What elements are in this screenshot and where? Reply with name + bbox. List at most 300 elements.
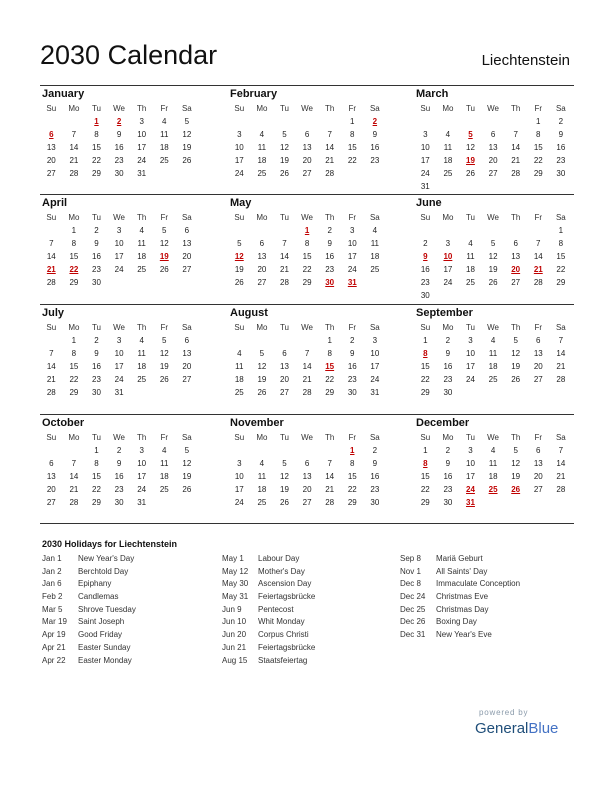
day-cell: 27 — [302, 498, 312, 507]
holiday-row — [42, 553, 222, 566]
day-cell: 26 — [511, 375, 521, 384]
holiday-row — [222, 578, 402, 591]
holiday-day-cell: 24 — [466, 485, 475, 494]
weekday-header: Mo — [68, 323, 80, 332]
day-cell: 24 — [420, 169, 430, 178]
empty-cell — [228, 334, 251, 347]
holiday-date: Sep 8 — [400, 554, 421, 563]
day-cell: 2 — [94, 336, 99, 345]
weekday-header: Th — [137, 323, 147, 332]
divider-line — [40, 85, 574, 86]
day-cell: 6 — [282, 349, 287, 358]
holiday-day-cell: 5 — [468, 130, 473, 139]
weekday-header: Fr — [348, 323, 357, 332]
holiday-date: Jan 1 — [42, 554, 62, 563]
day-cell: 25 — [443, 169, 453, 178]
day-cell: 30 — [443, 388, 453, 397]
day-cell: 11 — [257, 143, 267, 152]
day-cell: 6 — [184, 336, 190, 345]
holiday-row — [222, 553, 402, 566]
day-cell: 4 — [490, 446, 496, 455]
weekday-header: Su — [234, 104, 245, 113]
day-cell: 18 — [466, 265, 475, 274]
weekday-header: Th — [325, 323, 335, 332]
day-cell: 29 — [420, 388, 430, 397]
weekday-header: Fr — [534, 323, 543, 332]
day-cell: 13 — [182, 239, 192, 248]
holiday-date: Jan 6 — [42, 579, 62, 589]
empty-cell — [273, 444, 296, 457]
day-cell: 3 — [468, 446, 473, 455]
day-cell: 5 — [282, 130, 287, 139]
month-name: April — [42, 197, 68, 209]
empty-cell — [273, 334, 296, 347]
weekday-header: Su — [234, 433, 245, 442]
day-cell: 16 — [92, 252, 101, 261]
brand-blue: Blue — [528, 720, 559, 737]
holiday-name: New Year's Day — [78, 554, 135, 563]
day-cell: 3 — [237, 459, 242, 468]
holiday-day-cell: 12 — [234, 252, 244, 261]
month-name: July — [42, 307, 65, 319]
weekday-header: Th — [511, 104, 521, 113]
day-cell: 16 — [325, 252, 335, 261]
day-cell: 17 — [466, 472, 475, 481]
empty-cell — [527, 224, 550, 237]
month-name: November — [230, 417, 284, 429]
holiday-day-cell: 6 — [49, 130, 54, 139]
empty-cell — [437, 115, 460, 128]
day-cell: 30 — [443, 498, 453, 507]
weekday-header: Tu — [465, 213, 475, 222]
day-cell: 4 — [237, 349, 242, 358]
day-cell: 8 — [350, 459, 355, 468]
day-cell: 27 — [488, 169, 498, 178]
holiday-name: Boxing Day — [436, 617, 477, 627]
day-cell: 21 — [69, 485, 79, 494]
day-cell: 21 — [46, 375, 56, 384]
day-cell: 26 — [257, 388, 267, 397]
empty-cell — [63, 115, 86, 128]
day-cell: 5 — [513, 336, 518, 345]
weekday-header: Sa — [181, 433, 192, 442]
day-cell: 6 — [49, 459, 54, 468]
day-cell: 29 — [420, 498, 430, 507]
day-cell: 28 — [556, 375, 566, 384]
weekday-header: Fr — [160, 104, 169, 113]
holiday-day-cell: 21 — [46, 265, 56, 274]
holiday-date: May 1 — [222, 554, 244, 563]
day-cell: 23 — [443, 375, 453, 384]
day-cell: 28 — [533, 278, 543, 287]
divider-line — [40, 304, 574, 305]
weekday-header: We — [487, 433, 499, 442]
day-cell: 11 — [137, 349, 146, 358]
weekday-header: Tu — [279, 213, 289, 222]
day-cell: 1 — [558, 226, 564, 235]
day-cell: 5 — [513, 446, 518, 455]
day-cell: 13 — [257, 252, 267, 261]
month-name: January — [42, 88, 85, 100]
day-cell: 29 — [325, 388, 335, 397]
weekday-header: Mo — [442, 104, 454, 113]
weekday-header: Sa — [181, 213, 192, 222]
holiday-date: May 31 — [222, 592, 249, 602]
day-cell: 2 — [445, 336, 451, 345]
day-cell: 24 — [137, 485, 147, 494]
day-cell: 1 — [94, 446, 99, 455]
day-cell: 9 — [350, 349, 355, 358]
day-cell: 6 — [304, 130, 310, 139]
day-cell: 11 — [160, 130, 169, 139]
day-cell: 6 — [513, 239, 518, 248]
weekday-header: Sa — [181, 323, 192, 332]
holiday-day-cell: 25 — [488, 485, 498, 494]
day-cell: 10 — [234, 143, 244, 152]
day-cell: 3 — [350, 226, 355, 235]
day-cell: 18 — [137, 362, 147, 371]
day-cell: 21 — [325, 485, 335, 494]
day-cell: 27 — [511, 278, 521, 287]
day-cell: 20 — [488, 156, 498, 165]
day-cell: 25 — [257, 169, 267, 178]
day-cell: 3 — [139, 446, 144, 455]
day-cell: 3 — [237, 130, 242, 139]
day-cell: 15 — [347, 472, 357, 481]
day-cell: 17 — [370, 362, 380, 371]
day-cell: 31 — [137, 169, 147, 178]
weekday-header: Mo — [256, 104, 268, 113]
day-cell: 7 — [49, 349, 54, 358]
day-cell: 25 — [234, 388, 244, 397]
day-cell: 11 — [466, 252, 475, 261]
day-cell: 12 — [257, 362, 267, 371]
empty-cell — [318, 115, 341, 128]
day-cell: 10 — [114, 239, 124, 248]
holiday-row — [400, 604, 580, 617]
day-cell: 3 — [139, 117, 144, 126]
holiday-row — [400, 578, 580, 591]
empty-cell — [482, 224, 505, 237]
day-cell: 28 — [69, 169, 79, 178]
day-cell: 1 — [423, 446, 428, 455]
day-cell: 23 — [325, 265, 335, 274]
day-cell: 11 — [160, 459, 169, 468]
holiday-day-cell: 19 — [159, 252, 169, 261]
day-cell: 6 — [184, 226, 190, 235]
day-cell: 18 — [257, 485, 267, 494]
weekday-header: Sa — [369, 104, 380, 113]
day-cell: 22 — [347, 156, 357, 165]
day-cell: 19 — [511, 472, 521, 481]
empty-cell — [318, 444, 341, 457]
day-cell: 4 — [139, 226, 144, 235]
day-cell: 5 — [184, 446, 190, 455]
holiday-date: Jun 9 — [222, 604, 242, 614]
empty-cell — [273, 224, 296, 237]
day-cell: 20 — [182, 362, 192, 371]
holiday-row — [400, 629, 580, 642]
day-cell: 3 — [468, 336, 473, 345]
weekday-header: We — [301, 213, 313, 222]
day-cell: 20 — [182, 252, 192, 261]
weekday-header: Tu — [465, 104, 475, 113]
day-cell: 4 — [445, 130, 451, 139]
day-cell: 7 — [558, 446, 564, 455]
day-cell: 19 — [159, 362, 169, 371]
day-cell: 30 — [556, 169, 566, 178]
holiday-day-cell: 20 — [511, 265, 521, 274]
weekday-header: Sa — [369, 213, 380, 222]
day-cell: 24 — [234, 498, 244, 507]
day-cell: 1 — [350, 117, 355, 126]
weekday-header: Fr — [348, 433, 357, 442]
holiday-name: Mother's Day — [258, 566, 305, 576]
day-cell: 9 — [94, 239, 99, 248]
empty-cell — [251, 444, 274, 457]
day-cell: 8 — [327, 349, 332, 358]
day-cell: 22 — [302, 265, 312, 274]
day-cell: 10 — [234, 472, 244, 481]
holiday-name: Corpus Christi — [258, 630, 309, 640]
day-cell: 5 — [162, 226, 167, 235]
day-cell: 30 — [420, 291, 430, 300]
weekday-header: Th — [137, 213, 147, 222]
day-cell: 23 — [114, 156, 124, 165]
holiday-column — [42, 553, 222, 667]
holiday-day-cell: 15 — [325, 362, 335, 371]
day-cell: 18 — [488, 362, 498, 371]
holiday-day-cell: 8 — [423, 459, 428, 468]
weekday-header: Su — [46, 213, 57, 222]
day-cell: 25 — [137, 265, 147, 274]
day-cell: 5 — [282, 459, 287, 468]
empty-cell — [228, 224, 251, 237]
day-cell: 18 — [137, 252, 147, 261]
empty-cell — [437, 224, 460, 237]
day-cell: 1 — [71, 336, 77, 345]
day-cell: 6 — [259, 239, 265, 248]
holiday-date: Mar 19 — [42, 617, 67, 627]
day-cell: 27 — [182, 375, 192, 384]
month-february — [228, 88, 386, 180]
day-cell: 2 — [327, 226, 332, 235]
day-cell: 2 — [350, 336, 355, 345]
day-cell: 9 — [327, 239, 332, 248]
day-cell: 24 — [137, 156, 147, 165]
day-cell: 27 — [302, 169, 312, 178]
weekday-header: Th — [511, 323, 521, 332]
holiday-date: Dec 25 — [400, 604, 426, 614]
day-cell: 8 — [94, 459, 99, 468]
weekday-header: Sa — [555, 323, 566, 332]
day-cell: 29 — [533, 169, 543, 178]
day-cell: 13 — [533, 349, 543, 358]
day-cell: 15 — [69, 252, 79, 261]
empty-cell — [40, 224, 63, 237]
weekday-header: Fr — [160, 433, 169, 442]
day-cell: 7 — [71, 130, 77, 139]
month-june — [414, 197, 572, 302]
day-cell: 19 — [257, 375, 267, 384]
empty-cell — [482, 115, 505, 128]
day-cell: 3 — [445, 239, 451, 248]
day-cell: 1 — [327, 336, 332, 345]
day-cell: 23 — [92, 265, 101, 274]
generalblue-logo[interactable] — [475, 720, 558, 737]
day-cell: 12 — [159, 349, 169, 358]
weekday-header: Fr — [160, 323, 169, 332]
day-cell: 27 — [280, 388, 289, 397]
holiday-day-cell: 19 — [466, 156, 475, 165]
day-cell: 29 — [92, 498, 101, 507]
holiday-day-cell: 26 — [511, 485, 521, 494]
holiday-row — [400, 616, 580, 629]
day-cell: 13 — [302, 472, 312, 481]
empty-cell — [296, 115, 319, 128]
day-cell: 21 — [511, 156, 521, 165]
day-cell: 13 — [182, 349, 192, 358]
holiday-day-cell: 30 — [325, 278, 335, 287]
holiday-row — [42, 604, 222, 617]
day-cell: 30 — [370, 498, 380, 507]
day-cell: 10 — [137, 459, 147, 468]
day-cell: 16 — [420, 265, 430, 274]
holiday-date: Dec 26 — [400, 617, 426, 627]
day-cell: 18 — [159, 472, 169, 481]
holiday-name: Easter Sunday — [78, 642, 131, 652]
day-cell: 19 — [511, 362, 521, 371]
day-cell: 14 — [325, 143, 335, 152]
holiday-date: Dec 24 — [400, 592, 426, 602]
day-cell: 7 — [513, 130, 518, 139]
day-cell: 12 — [511, 349, 521, 358]
holiday-name: Ascension Day — [258, 579, 312, 589]
weekday-header: Sa — [369, 433, 380, 442]
holiday-row — [42, 578, 222, 591]
day-cell: 11 — [488, 349, 498, 358]
day-cell: 19 — [280, 156, 289, 165]
holiday-row — [222, 616, 402, 629]
holiday-name: New Year's Eve — [436, 630, 492, 640]
holiday-name: Shrove Tuesday — [78, 604, 136, 614]
holiday-date: Mar 5 — [42, 604, 63, 614]
day-cell: 7 — [327, 130, 332, 139]
holiday-name: Feiertagsbrücke — [258, 592, 316, 602]
holiday-name: Good Friday — [78, 630, 123, 640]
day-cell: 5 — [162, 336, 167, 345]
month-september — [414, 307, 572, 399]
day-cell: 15 — [69, 362, 79, 371]
holiday-name: Candlemas — [78, 592, 119, 602]
weekday-header: We — [301, 433, 313, 442]
holiday-row — [42, 566, 222, 579]
day-cell: 26 — [159, 375, 169, 384]
day-cell: 5 — [490, 239, 496, 248]
weekday-header: Su — [420, 104, 431, 113]
day-cell: 6 — [304, 459, 310, 468]
weekday-header: Tu — [279, 433, 289, 442]
day-cell: 9 — [445, 349, 451, 358]
weekday-header: We — [113, 213, 125, 222]
day-cell: 13 — [280, 362, 289, 371]
day-cell: 4 — [162, 446, 167, 455]
day-cell: 29 — [347, 498, 357, 507]
day-cell: 12 — [280, 472, 289, 481]
day-cell: 14 — [46, 362, 56, 371]
day-cell: 12 — [182, 130, 192, 139]
day-cell: 21 — [69, 156, 79, 165]
weekday-header: Su — [46, 104, 57, 113]
weekday-header: Tu — [465, 433, 475, 442]
day-cell: 2 — [116, 446, 122, 455]
weekday-header: Fr — [534, 104, 543, 113]
day-cell: 3 — [372, 336, 378, 345]
holiday-row — [42, 655, 222, 668]
day-cell: 6 — [536, 336, 541, 345]
weekday-header: Mo — [68, 104, 80, 113]
holiday-day-cell: 21 — [533, 265, 543, 274]
day-cell: 7 — [327, 459, 332, 468]
day-cell: 29 — [92, 169, 101, 178]
day-cell: 23 — [420, 278, 430, 287]
day-cell: 25 — [137, 375, 147, 384]
day-cell: 14 — [325, 472, 335, 481]
day-cell: 24 — [234, 169, 244, 178]
month-december — [414, 417, 572, 509]
day-cell: 19 — [280, 485, 289, 494]
day-cell: 21 — [556, 362, 566, 371]
day-cell: 19 — [182, 143, 192, 152]
day-cell: 17 — [420, 156, 430, 165]
divider-line — [40, 523, 574, 524]
day-cell: 27 — [46, 169, 56, 178]
day-cell: 29 — [556, 278, 566, 287]
weekday-header: Su — [46, 323, 57, 332]
day-cell: 30 — [347, 388, 357, 397]
day-cell: 12 — [466, 143, 475, 152]
day-cell: 12 — [159, 239, 169, 248]
day-cell: 11 — [443, 143, 453, 152]
day-cell: 28 — [325, 498, 335, 507]
month-name: December — [416, 417, 470, 429]
day-cell: 17 — [347, 252, 357, 261]
day-cell: 6 — [490, 130, 496, 139]
day-cell: 25 — [159, 485, 169, 494]
month-may — [228, 197, 386, 289]
day-cell: 3 — [116, 336, 122, 345]
empty-cell — [251, 224, 274, 237]
day-cell: 22 — [69, 375, 79, 384]
holiday-date: Apr 19 — [42, 630, 66, 640]
day-cell: 7 — [71, 459, 77, 468]
day-cell: 22 — [92, 156, 101, 165]
month-name: August — [230, 307, 268, 319]
day-cell: 12 — [511, 459, 521, 468]
holiday-row — [42, 591, 222, 604]
month-november — [228, 417, 386, 509]
holiday-name: All Saints' Day — [436, 566, 488, 576]
day-cell: 14 — [280, 252, 289, 261]
day-cell: 6 — [536, 446, 541, 455]
holiday-day-cell: 31 — [466, 498, 475, 507]
day-cell: 2 — [445, 446, 451, 455]
day-cell: 28 — [325, 169, 335, 178]
day-cell: 8 — [558, 239, 564, 248]
holiday-date: Apr 21 — [42, 642, 66, 652]
day-cell: 14 — [69, 472, 79, 481]
day-cell: 31 — [137, 498, 147, 507]
